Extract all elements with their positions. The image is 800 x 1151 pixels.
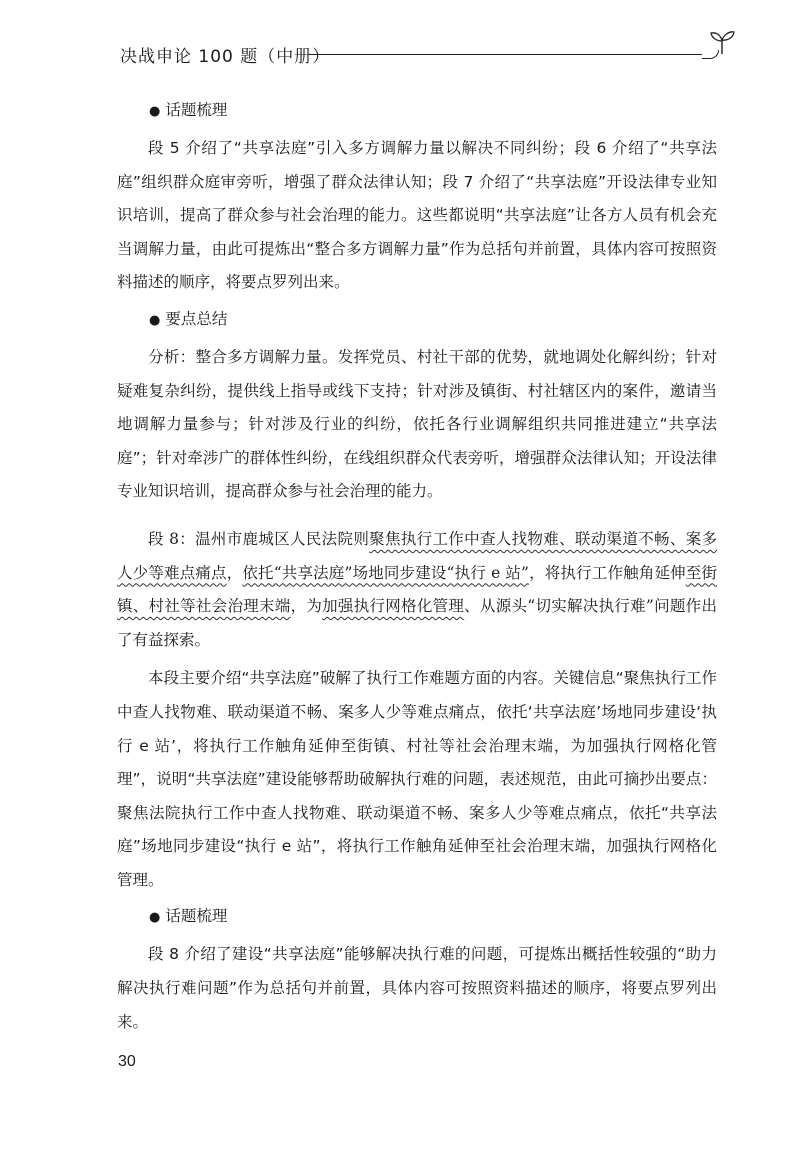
book-title: 决战申论 100 题（中册）: [120, 47, 331, 67]
bullet-icon: ●: [149, 104, 161, 119]
underlined-phrase: 依托“共享法庭”场地同步建设“执行 e 站”: [242, 563, 529, 582]
running-header: [120, 40, 730, 70]
page-body: [117, 96, 717, 1044]
section-heading: ● 要点总结: [149, 309, 228, 328]
section-heading: ● 话题梳理: [149, 101, 228, 119]
analysis-paragraph: 本段主要介绍“共享法庭”破解了执行工作难题方面的内容。关键信息“聚焦执行工作中查人找物难、联动渠道不畅、案多人少等难点痛点，依托‘共享法庭’场地同步建设‘执行 e 站’，将执行工作触角延伸至街镇、村社等社会治理末端，为加强执行网格化管理”，说明“共享法庭”建设能够帮助破解执行难的问题，表述规范，由此可摘抄出要点：聚焦法院执行工作中查人找物难、联动渠道不畅、案多人少等难点痛点，依托“共享法庭”场地同步建设“执行 e 站”，将执行工作触角延伸至社会治理末端，加强执行网格化管理。: [117, 669, 717, 889]
bullet-icon: ●: [149, 910, 161, 926]
underlined-phrase: 至街镇、村社等社会治理末端: [117, 563, 717, 616]
analysis-paragraph: 段 8 介绍了建设“共享法庭”能够解决执行难的问题，可提炼出概括性较强的“助力解决执行难问题”作为总括句并前置，具体内容可按照资料描述的顺序，将要点罗列出来。: [117, 945, 717, 1031]
material-paragraph: 段 8：温州市鹿城区人民法院则聚焦执行工作中查人找物难、联动渠道不畅、案多人少等难点痛点，依托“共享法庭”场地同步建设“执行 e 站”，将执行工作触角延伸至街镇、村社等社会治理末端，为加强执行网格化管理、从源头“切实解决执行难”问题作出了有益探索。: [117, 529, 717, 649]
header-rule: [310, 54, 702, 55]
analysis-paragraph: 段 5 介绍了“共享法庭”引入多方调解力量以解决不同纠纷；段 6 介绍了“共享法庭”组织群众庭审旁听，增强了群众法律认知；段 7 介绍了“共享法庭”开设法律专业知识培训，提高了群众参与社会治理的能力。这些都说明“共享法庭”让各方人员有机会充当调解力量，由此可提炼出“整合多方调解力量”作为总括句并前置，具体内容可按照资料描述的顺序，将要点罗列出来。: [117, 139, 717, 292]
bullet-icon: ●: [149, 312, 161, 328]
sprout-icon: [708, 28, 736, 56]
section-heading: ● 话题梳理: [149, 907, 228, 926]
underlined-phrase: 加强执行网格化管理: [322, 597, 465, 616]
page-number: 30: [118, 1053, 136, 1070]
summary-paragraph: 分析：整合多方调解力量。发挥党员、村社干部的优势，就地调处化解纠纷；针对疑难复杂纠纷，提供线上指导或线下支持；针对涉及镇街、村社辖区内的案件，邀请当地调解力量参与；针对涉及行业的纠纷，依托各行业调解组织共同推进建立“共享法庭”；针对牵涉广的群体性纠纷，在线组织群众代表旁听，增强群众法律认知；开设法律专业知识培训，提高群众参与社会治理的能力。: [117, 347, 717, 501]
underlined-phrase: 聚焦执行工作中查人找物难、联动渠道不畅、案多人少等难点痛点: [117, 529, 717, 582]
